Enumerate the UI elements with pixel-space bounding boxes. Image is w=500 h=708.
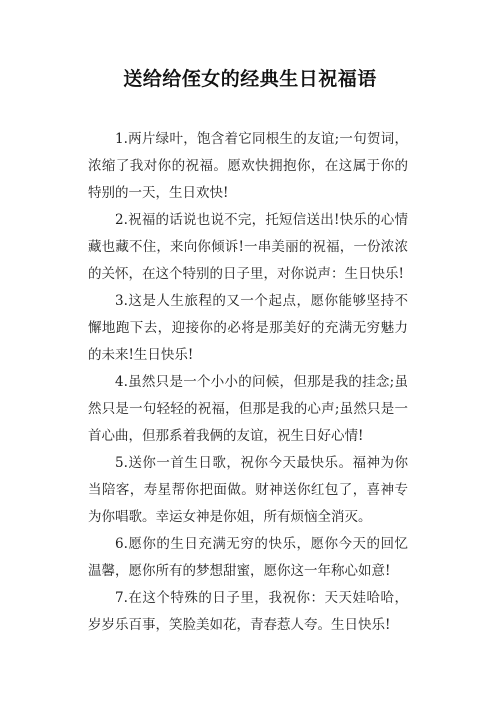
paragraph-5: 5.送你一首生日歌，祝你今天最快乐。福神为你当陪客，寿星帮你把面做。财神送你红包了，喜神专为你唱歌。幸运女神是你姐，所有烦恼全消灭。 [88,455,408,525]
paragraph-1: 1.两片绿叶，饱含着它同根生的友谊;一句贺词，浓缩了我对你的祝福。愿欢快拥抱你，在这属于你的特别的一天，生日欢快! [88,131,408,201]
document-body [88,126,408,639]
paragraph-6: 6.愿你的生日充满无穷的快乐，愿你今天的回忆温馨，愿你所有的梦想甜蜜，愿你这一年称心如意! [88,536,408,579]
paragraph-7: 7.在这个特殊的日子里，我祝你：天天娃哈哈，岁岁乐百事，笑脸美如花，青春惹人夸。生日快乐! [88,590,408,633]
paragraph-3: 3.这是人生旅程的又一个起点，愿你能够坚持不懈地跑下去，迎接你的必将是那美好的充满无穷魅力的未来!生日快乐! [88,293,408,363]
paragraph-2: 2.祝福的话说也说不完，托短信送出!快乐的心情藏也藏不住，来向你倾诉!一串美丽的祝福，一份浓浓的关怀，在这个特别的日子里，对你说声：生日快乐! [88,212,408,282]
document-title: 送给给侄女的经典生日祝福语 [123,68,377,90]
paragraph-4: 4.虽然只是一个小小的问候，但那是我的挂念;虽然只是一句轻轻的祝福，但那是我的心声;虽然只是一首心曲，但那系着我俩的友谊，祝生日好心情! [88,374,408,444]
